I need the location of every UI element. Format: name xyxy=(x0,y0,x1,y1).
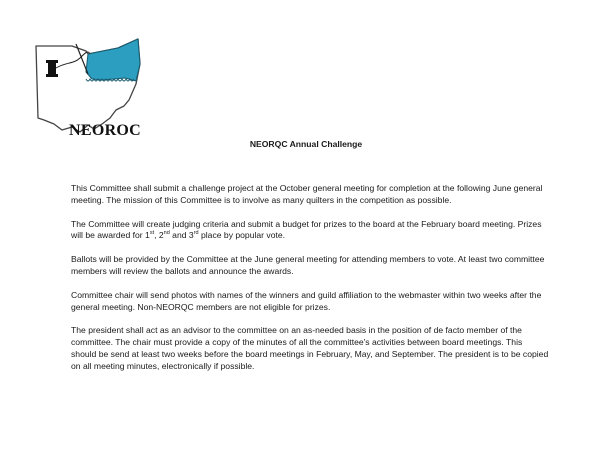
p2-text-4: place by popular vote. xyxy=(198,230,286,241)
p2-text-1: The Committee will create judging criteria and submit a budget for prizes to the board at the February board meeting. Prizes will be awarded for 1 xyxy=(71,218,542,241)
document-body xyxy=(71,183,549,385)
p2-sup-1: st xyxy=(149,230,155,237)
northeast-region xyxy=(86,39,140,81)
paragraph-3: Ballots will be provided by the Committee at the June general meeting for attending members to vote. At least two committee members will review the ballots and announce the awards. xyxy=(71,254,545,276)
paragraph-2 xyxy=(71,219,549,243)
neorqc-logo xyxy=(30,34,150,139)
p2-sup-3: rd xyxy=(193,230,199,237)
p2-sup-2: nd xyxy=(163,230,170,237)
p2-text-3: and 3 xyxy=(169,230,194,241)
ohio-map-icon xyxy=(30,34,150,134)
logo-text: NEOROC xyxy=(69,122,142,139)
document-title: NEORQC Annual Challenge xyxy=(249,139,363,149)
p2-text-2: , 2 xyxy=(154,230,164,241)
paragraph-1: This Committee shall submit a challenge project at the October general meeting for completion at the following June general meeting. The mission of this Committee is to involve as many quilters in the competition as possible. xyxy=(71,183,543,205)
paragraph-4: Committee chair will send photos with names of the winners and guild affiliation to the webmaster within two weeks after the general meeting. Non-NEORQC members are not eligible for prizes. xyxy=(71,289,542,312)
paragraph-5: The president shall act as an advisor to the committee on an as-needed basis in the position of de facto member of the committee. The chair must provide a copy of the minutes of all the committee's activities between board meetings. This should be send at least two weeks before the board meetings in February, May, and September. The president is to be copied on all meeting minutes, electronically if possible. xyxy=(71,325,549,371)
